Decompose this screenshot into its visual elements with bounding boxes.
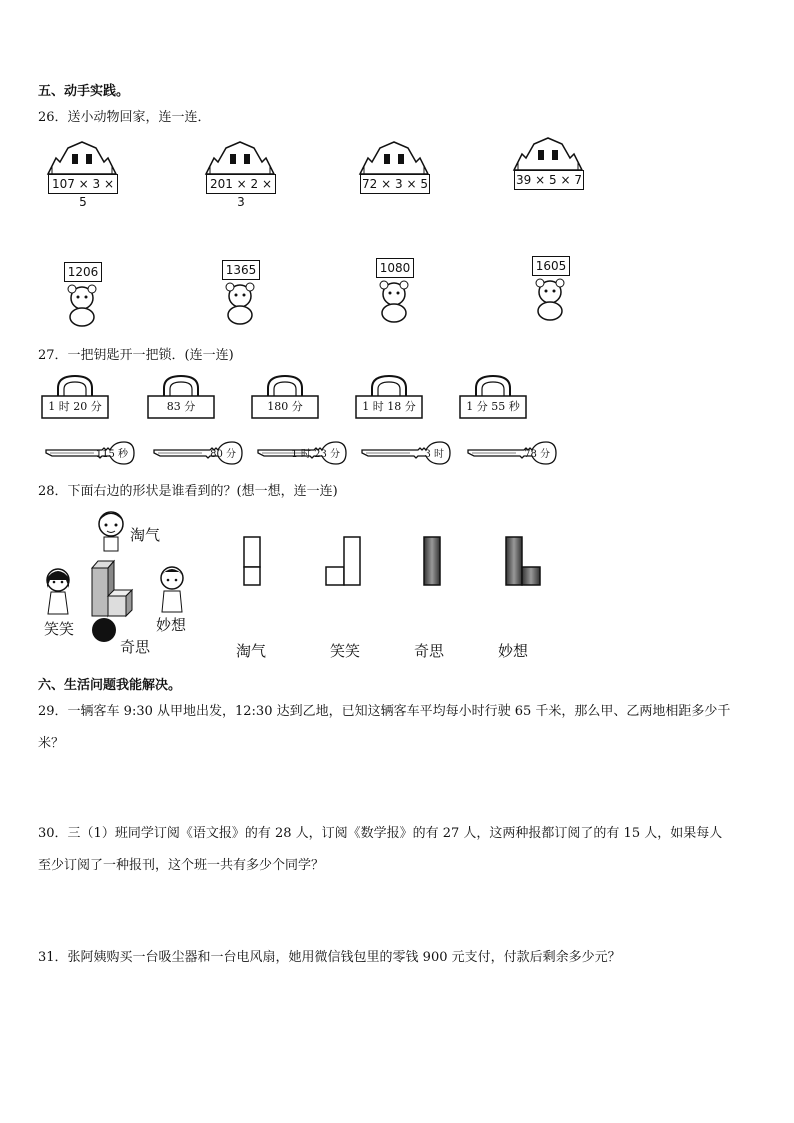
view-label-3: 奇思 — [414, 642, 445, 660]
animal-number: 1605 — [532, 256, 570, 276]
house-4 — [512, 136, 587, 194]
animal-1 — [60, 262, 120, 332]
question-31-line-1: 31．张阿姨购买一台吸尘器和一台电风扇，她用微信钱包里的零钱 900 元支付，付款后剩余多少元？ — [38, 950, 621, 965]
lock-1 — [40, 374, 110, 420]
lock-4 — [354, 374, 424, 420]
question-30-line-1: 30．三（1）班同学订阅《语文报》的有 28 人，订阅《数学报》的有 27 人，这两种报都订阅了的有 15 人，如果每人 — [38, 826, 723, 841]
cat-icon — [374, 280, 414, 324]
view-label-1: 淘气 — [236, 642, 267, 660]
house-icon — [204, 140, 276, 176]
animal-3 — [372, 258, 432, 328]
key-label: 3 时 — [424, 449, 444, 460]
key-4 — [360, 440, 452, 466]
kid-label-taoqi: 淘气 — [130, 526, 161, 544]
house-1 — [46, 140, 121, 209]
lock-label: 1 时 18 分 — [362, 400, 416, 413]
view-shape-4 — [504, 535, 544, 587]
question-27: 27．一把钥匙开一把锁．(连一连) — [38, 348, 234, 363]
block-arrangement — [90, 558, 140, 620]
lock-label: 1 分 55 秒 — [466, 400, 520, 413]
key-5 — [466, 440, 558, 466]
question-26: 26．送小动物回家，连一连． — [38, 110, 211, 125]
view-label-4: 妙想 — [498, 642, 529, 660]
section-6-title: 六、生活问题我能解决。 — [38, 678, 182, 693]
key-label: 115 秒 — [95, 449, 128, 460]
house-expression: 107 × 3 × 5 — [48, 174, 118, 194]
key-2 — [152, 440, 244, 466]
house-icon — [46, 140, 118, 176]
pig-icon — [530, 278, 570, 322]
view-shape-2 — [324, 535, 364, 587]
section-5-title: 五、动手实践。 — [38, 84, 130, 99]
animal-number: 1206 — [64, 262, 102, 282]
kid-label-xiaoxiao: 笑笑 — [44, 620, 75, 638]
key-1 — [44, 440, 136, 466]
house-2 — [204, 140, 279, 209]
house-icon — [358, 140, 430, 176]
view-shape-3 — [422, 535, 444, 587]
house-expression: 39 × 5 × 7 — [514, 170, 584, 190]
kid-taoqi-icon — [95, 510, 127, 552]
key-3 — [256, 440, 348, 466]
kid-qisi-icon — [90, 616, 118, 646]
house-expression: 201 × 2 × 3 — [206, 174, 276, 194]
key-label: 80 分 — [210, 449, 236, 460]
question-29-line-2: 米？ — [38, 736, 65, 751]
kid-miaoxiang-icon — [156, 564, 188, 616]
question-28: 28．下面右边的形状是谁看到的？(想一想，连一连) — [38, 484, 338, 499]
house-icon — [512, 136, 584, 172]
key-label: 1 时 23 分 — [291, 449, 340, 460]
animal-2 — [218, 260, 278, 330]
lock-3 — [250, 374, 320, 420]
house-3 — [358, 140, 433, 198]
viewing-scene — [40, 510, 210, 660]
lock-label: 180 分 — [267, 400, 303, 413]
lock-5 — [458, 374, 528, 420]
animal-4 — [528, 256, 588, 326]
view-shape-1 — [242, 535, 262, 587]
question-30-line-2: 至少订阅了一种报刊，这个班一共有多少个同学？ — [38, 858, 325, 873]
kid-xiaoxiao-icon — [42, 566, 74, 618]
animal-number: 1365 — [222, 260, 260, 280]
view-label-2: 笑笑 — [330, 642, 361, 660]
dog-icon — [220, 282, 260, 326]
bear-icon — [62, 284, 102, 328]
kid-label-miaoxiang: 妙想 — [156, 616, 187, 634]
lock-2 — [146, 374, 216, 420]
key-label: 78 分 — [524, 449, 550, 460]
animal-number: 1080 — [376, 258, 414, 278]
question-29-line-1: 29．一辆客车 9:30 从甲地出发，12:30 达到乙地，已知这辆客车平均每小时行驶 65 千米，那么甲、乙两地相距多少千 — [38, 704, 731, 719]
lock-label: 83 分 — [166, 400, 196, 413]
lock-label: 1 时 20 分 — [48, 400, 102, 413]
kid-label-qisi: 奇思 — [120, 638, 151, 656]
house-expression: 72 × 3 × 5 — [360, 174, 430, 194]
